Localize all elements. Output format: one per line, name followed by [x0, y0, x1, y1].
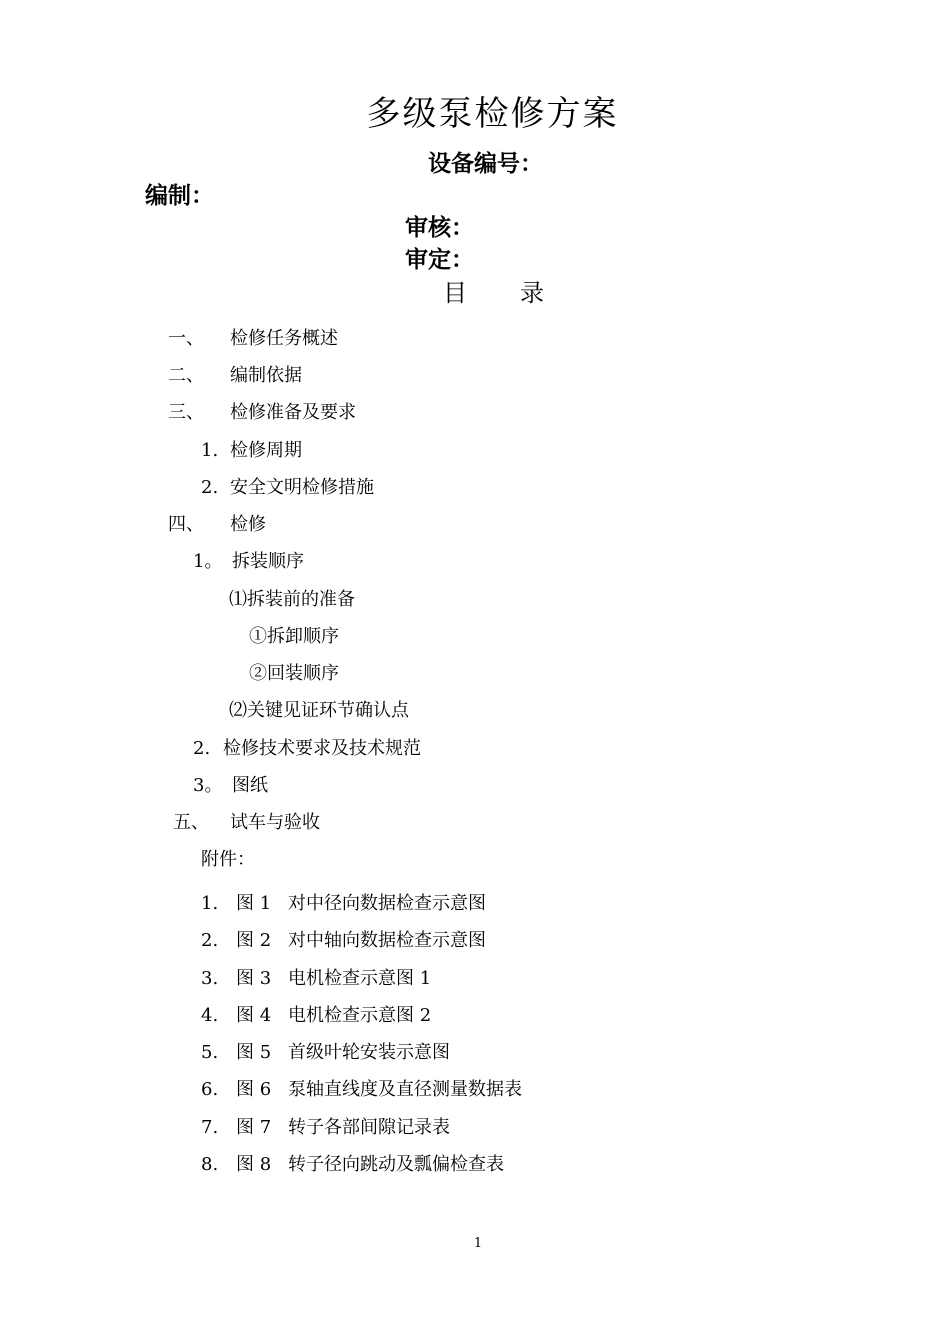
toc-item: [229, 589, 355, 611]
toc-item: [249, 663, 339, 685]
attachment-text: 对中径向数据检查示意图: [288, 893, 486, 914]
toc-item-number: ⑴: [229, 589, 247, 610]
toc-heading-right: 录: [520, 279, 544, 307]
attachment-figure: 图 8: [236, 1154, 272, 1175]
attachment-figure: 图 1: [236, 893, 272, 914]
attachment-text: 电机检查示意图 1: [288, 968, 432, 989]
attachment-text: 转子径向跳动及瓢偏检查表: [288, 1154, 504, 1175]
attachment-item: [201, 893, 486, 915]
device-number-label: 设备编号：: [428, 151, 543, 177]
attachment-text: 泵轴直线度及直径测量数据表: [288, 1079, 522, 1100]
toc-item-text: 检修准备及要求: [230, 402, 356, 423]
attachment-text: 电机检查示意图 2: [288, 1005, 432, 1026]
toc-item: [229, 700, 409, 722]
toc-item-text: 关键见证环节确认点: [247, 700, 409, 721]
toc-item: [168, 402, 356, 424]
toc-item-number: ⑵: [229, 700, 247, 721]
toc-item: [168, 328, 338, 350]
attachment-number: 3.: [201, 968, 219, 989]
toc-item-text: 检修技术要求及技术规范: [223, 738, 421, 759]
toc-item: [168, 365, 302, 387]
toc-item-text: 试车与验收: [230, 812, 320, 833]
toc-item-text: 编制依据: [230, 365, 302, 386]
toc-item: [249, 626, 339, 648]
attachment-number: 1.: [201, 893, 219, 914]
toc-item-number: 三、: [168, 402, 204, 423]
toc-item-text: 拆卸顺序: [267, 626, 339, 647]
attachment-figure: 图 4: [236, 1005, 272, 1026]
toc-item-text: 图纸: [232, 775, 268, 796]
editor-label: 编制：: [145, 183, 214, 209]
toc-item-number: 二、: [168, 365, 204, 386]
toc-item-number: 2.: [193, 738, 211, 759]
toc-item-number: ②: [249, 663, 267, 684]
toc-item: [173, 812, 320, 834]
reviewer-label: 审核：: [405, 215, 474, 241]
page-number: 1: [473, 1236, 483, 1251]
toc-item-text: 检修: [230, 514, 266, 535]
toc-item: [201, 440, 302, 462]
attachment-item: [201, 1154, 504, 1176]
attachment-item: [201, 1117, 450, 1139]
attachment-number: 6.: [201, 1079, 219, 1100]
toc-item-number: 四、: [168, 514, 204, 535]
toc-item-number: 1。: [193, 551, 223, 572]
attachment-text: 转子各部间隙记录表: [288, 1117, 450, 1138]
attachment-item: [201, 1005, 431, 1027]
attachment-item: [201, 1042, 450, 1064]
toc-item-text: 检修任务概述: [230, 328, 338, 349]
toc-item: [168, 514, 266, 536]
attachment-figure: 图 5: [236, 1042, 272, 1063]
attachment-number: 2.: [201, 930, 219, 951]
toc-item-text: 回装顺序: [267, 663, 339, 684]
toc-item-text: 检修周期: [230, 440, 302, 461]
toc-item-number: ①: [249, 626, 267, 647]
toc-heading-left: 目: [443, 279, 467, 307]
attachment-figure: 图 6: [236, 1079, 272, 1100]
toc-item-number: 五、: [173, 812, 209, 833]
attachment-number: 4.: [201, 1005, 219, 1026]
toc-item: [193, 551, 304, 573]
toc-item: [193, 775, 268, 797]
attachments-label: 附件：: [201, 849, 255, 870]
toc-item: [201, 477, 374, 499]
document-title: 多级泵检修方案: [366, 94, 619, 134]
attachment-text: 首级叶轮安装示意图: [288, 1042, 450, 1063]
toc-item-number: 2.: [201, 477, 219, 498]
attachment-number: 8.: [201, 1154, 219, 1175]
attachment-item: [201, 930, 486, 952]
approver-label: 审定：: [405, 247, 474, 273]
toc-item-number: 1.: [201, 440, 219, 461]
attachment-figure: 图 2: [236, 930, 272, 951]
attachment-item: [201, 968, 431, 990]
toc-item-text: 拆装顺序: [232, 551, 304, 572]
toc-item-number: 一、: [168, 328, 204, 349]
toc-item: [193, 738, 421, 760]
attachment-figure: 图 3: [236, 968, 272, 989]
attachment-text: 对中轴向数据检查示意图: [288, 930, 486, 951]
toc-item-text: 安全文明检修措施: [230, 477, 374, 498]
attachment-number: 7.: [201, 1117, 219, 1138]
attachment-item: [201, 1079, 522, 1101]
attachment-number: 5.: [201, 1042, 219, 1063]
attachment-figure: 图 7: [236, 1117, 272, 1138]
toc-item-number: 3。: [193, 775, 223, 796]
toc-item-text: 拆装前的准备: [247, 589, 355, 610]
